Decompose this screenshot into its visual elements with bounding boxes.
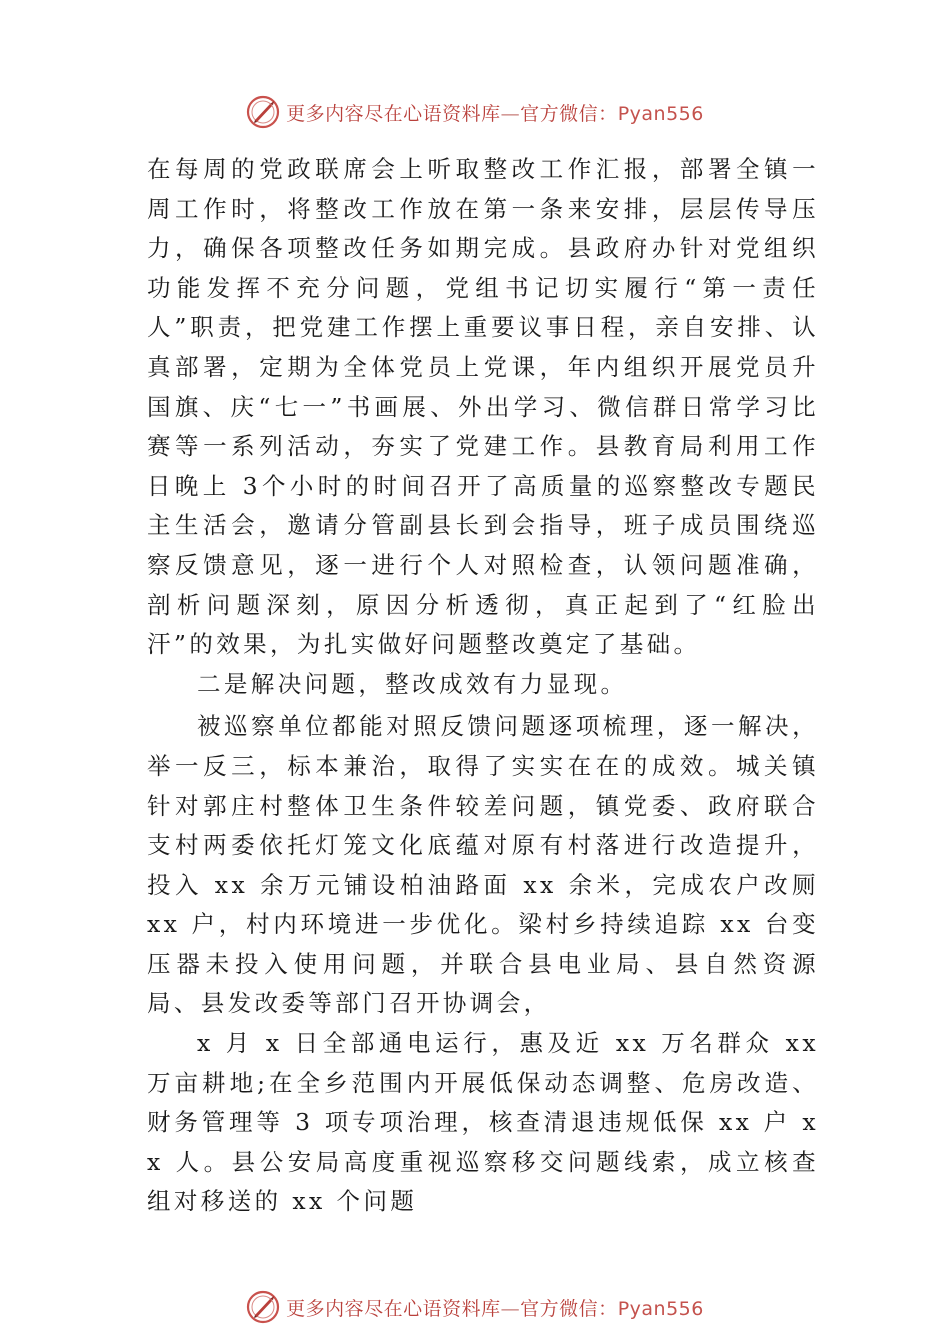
banner-wechat-label: 官方微信： [520, 102, 618, 125]
banner-site-name: 更多内容尽在心语资料库 [286, 102, 501, 125]
banner-wechat-id: Pyan556 [617, 102, 704, 125]
quill-pen-seal-icon [246, 95, 280, 129]
banner-site-name: 更多内容尽在心语资料库 [286, 1297, 501, 1320]
header-banner [0, 95, 950, 129]
body-paragraph-3: x 月 x 日全部通电运行，惠及近 xx 万名群众 xx 万亩耕地;在全乡范围内开展低保动态调整、危房改造、财务管理等 3 项专项治理，核查清退违规低保 xx 户 xx 人。县公安局高度重视巡察移交问题线索，成立核查组对移送的 xx 个问题 [147, 1029, 819, 1216]
document-body [147, 150, 819, 1222]
banner-separator: — [500, 102, 521, 125]
footer-banner [0, 1290, 950, 1324]
body-paragraph-2: 被巡察单位都能对照反馈问题逐项梳理，逐一解决，举一反三，标本兼治，取得了实实在在的成效。城关镇针对郭庄村整体卫生条件较差问题，镇党委、政府联合支村两委依托灯笼文化底蕴对原有村落进行改造提升，投入 xx 余万元铺设柏油路面 xx 余米，完成农户改厕 xx 户，村内环境进一步优化。梁村乡持续追踪 xx 台变压器未投入使用问题，并联合县电业局、县自然资源局、县发改委等部门召开协调会， [147, 712, 819, 1018]
banner-wechat-id: Pyan556 [617, 1297, 704, 1320]
banner-text [286, 99, 704, 126]
banner-wechat-label: 官方微信： [520, 1297, 618, 1320]
body-paragraph-1: 在每周的党政联席会上听取整改工作汇报，部署全镇一周工作时，将整改工作放在第一条来安排，层层传导压力，确保各项整改任务如期完成。县政府办针对党组织功能发挥不充分问题，党组书记切实履行“第一责任人”职责，把党建工作摆上重要议事日程，亲自安排、认真部署，定期为全体党员上党课，年内组织开展党员升国旗、庆“七一”书画展、外出学习、微信群日常学习比赛等一系列活动，夯实了党建工作。县教育局利用工作日晚上 3个小时的时间召开了高质量的巡察整改专题民主生活会，邀请分管副县长到会指导，班子成员围绕巡察反馈意见，逐一进行个人对照检查，认领问题准确，剖析问题深刻，原因分析透彻，真正起到了“红脸出汗”的效果，为扎实做好问题整改奠定了基础。 [147, 155, 819, 659]
section-heading: 二是解决问题，整改成效有力显现。 [197, 669, 628, 698]
quill-pen-seal-icon [246, 1290, 280, 1324]
banner-text [286, 1294, 704, 1321]
banner-separator: — [500, 1297, 521, 1320]
